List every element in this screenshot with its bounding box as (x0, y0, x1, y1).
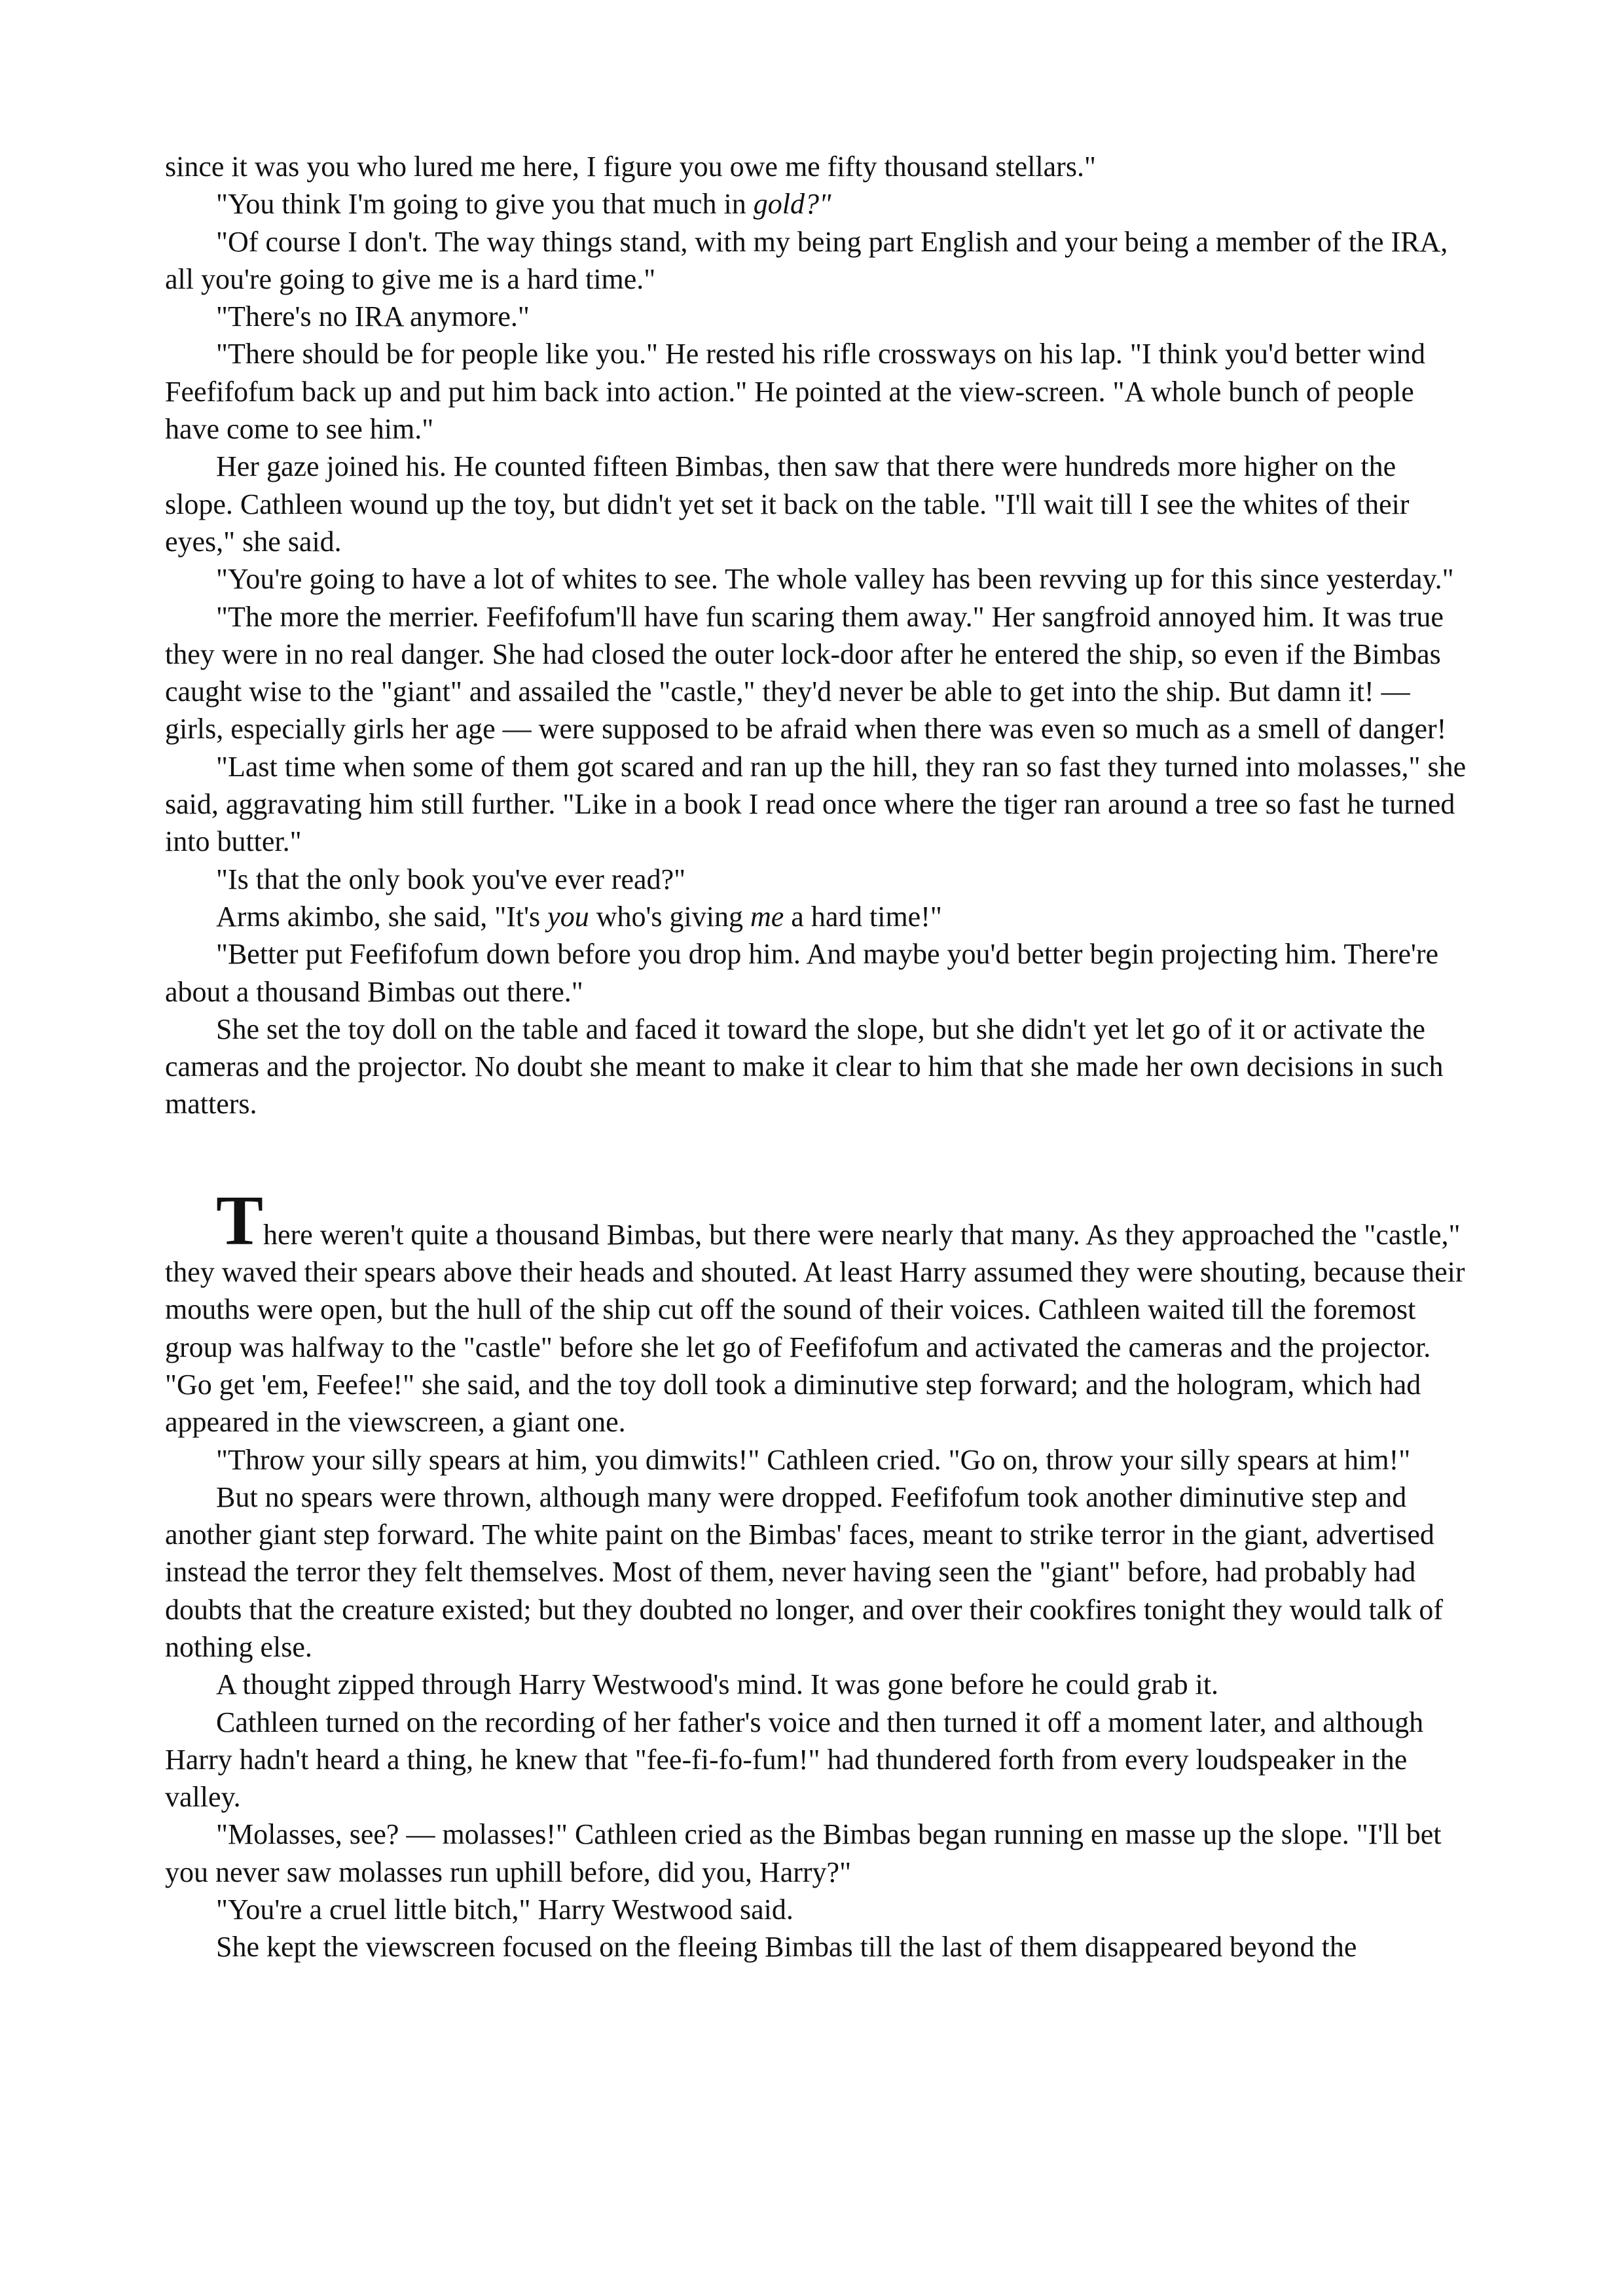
paragraph (165, 1479, 1468, 1666)
paragraph (165, 185, 1468, 223)
paragraph-text: She set the toy doll on the table and faced it toward the slope, but she didn't yet let go of it or activate the cameras and the projector. No doubt she meant to make it clear to him that she made her own decisions in such matters. (165, 1013, 1444, 1121)
paragraph-text: "Last time when some of them got scared and ran up the hill, they ran so fast they turned into molasses," she said, aggravating him still further. "Like in a book I read once where the tiger ran around a tree so fast he turned into butter." (165, 750, 1467, 858)
paragraph-text: Arms akimbo, she said, "It's (216, 900, 548, 933)
paragraph-text: "Is that the only book you've ever read?" (216, 863, 686, 895)
paragraph-text: But no spears were thrown, although many were dropped. Feefifofum took another diminutive step and another giant step forward. The white paint on the Bimbas' faces, meant to strike terror in the giant, advertised instead the terror they felt themselves. Most of them, never having seen the "giant" before, had probably had doubts that the creature existed; but they doubted no longer, and over their cookfires tonight they would talk of nothing else. (165, 1480, 1444, 1663)
paragraph-text: a hard time!" (784, 900, 942, 933)
paragraph (165, 1011, 1468, 1123)
italic-text: me (750, 900, 784, 933)
section-break (165, 1123, 1468, 1216)
paragraph (165, 335, 1468, 448)
paragraph (165, 748, 1468, 861)
paragraph (165, 1441, 1468, 1479)
paragraph-text: "You think I'm going to give you that much in (216, 188, 754, 221)
paragraph (165, 1704, 1468, 1816)
section-opening-paragraph (165, 1181, 1468, 1441)
paragraph-text: "Better put Feefifofum down before you drop him. And maybe you'd better begin projecting him. There're about a thousand Bimbas out there." (165, 938, 1439, 1008)
paragraph-text: who's giving (589, 900, 750, 933)
paragraph-text: Cathleen turned on the recording of her father's voice and then turned it off a moment later, and although Harry hadn't heard a thing, he knew that "fee-fi-fo-fum!" had thundered forth from every loudspeaker in the valley. (165, 1706, 1424, 1814)
paragraph-text: "You're going to have a lot of whites to see. The whole valley has been revving up for this since yesterday." (216, 563, 1454, 596)
paragraph (165, 861, 1468, 898)
paragraph (165, 1891, 1468, 1928)
paragraph-text: Her gaze joined his. He counted fifteen Bimbas, then saw that there were hundreds more higher on the slope. Cathleen wound up the toy, but didn't yet set it back on the table. "I'll wait till I see the whites of their eyes," she said. (165, 450, 1410, 558)
paragraph (165, 448, 1468, 560)
paragraph (165, 298, 1468, 335)
paragraph (165, 598, 1468, 748)
paragraph-text: "There should be for people like you." He rested his rifle crossways on his lap. "I think you'd better wind Feefifofum back up and put him back into action." He pointed at the view-screen. "A whole bunch of people have come to see him." (165, 338, 1426, 446)
paragraph-text: A thought zipped through Harry Westwood's mind. It was gone before he could grab it. (216, 1668, 1219, 1701)
paragraph-text: "You're a cruel little bitch," Harry Westwood said. (216, 1893, 793, 1926)
book-page (165, 148, 1468, 1966)
paragraph (165, 898, 1468, 935)
paragraph-text: She kept the viewscreen focused on the fleeing Bimbas till the last of them disappeared beyond the (216, 1931, 1357, 1964)
paragraph-text: "Molasses, see? — molasses!" Cathleen cried as the Bimbas began running en masse up the slope. "I'll bet you never saw molasses run uphill before, did you, Harry?" (165, 1818, 1442, 1888)
paragraph-text: "There's no IRA anymore." (216, 300, 530, 333)
paragraph (165, 223, 1468, 298)
italic-text: you (547, 900, 589, 933)
paragraph (165, 935, 1468, 1011)
paragraph-text: "Of course I don't. The way things stand, with my being part English and your being a member of the IRA, all you're going to give me is a hard time." (165, 225, 1448, 295)
section-one (165, 148, 1468, 1123)
drop-cap: T (216, 1181, 264, 1260)
italic-text: gold?" (753, 188, 831, 221)
paragraph-text: since it was you who lured me here, I figure you owe me fifty thousand stellars." (165, 151, 1096, 183)
paragraph-text: "Throw your silly spears at him, you dimwits!" Cathleen cried. "Go on, throw your silly spears at him!" (216, 1443, 1411, 1476)
section-two (165, 1181, 1468, 1966)
paragraph (165, 560, 1468, 598)
paragraph (165, 1666, 1468, 1703)
paragraph-text: "The more the merrier. Feefifofum'll have fun scaring them away." Her sangfroid annoyed him. It was true they were in no real danger. She had closed the outer lock-door after he entered the ship, so even if the Bimbas caught wise to the "giant" and assailed the "castle," they'd never be able to get into the ship. But damn it! — girls, especially girls her age — were supposed to be afraid when there was even so much as a smell of danger! (165, 600, 1447, 745)
paragraph (165, 1928, 1468, 1965)
paragraph (165, 148, 1468, 185)
section-two-paragraphs (165, 1441, 1468, 1966)
opening-paragraph-text: here weren't quite a thousand Bimbas, but there were nearly that many. As they approached the "castle," they waved their spears above their heads and shouted. At least Harry assumed they were shouting, because their mouths were open, but the hull of the ship cut off the sound of their voices. Cathleen waited till the foremost group was halfway to the "castle" before she let go of Feefifofum and activated the cameras and the projector. "Go get 'em, Feefee!" she said, and the toy doll took a diminutive step forward; and the hologram, which had appeared in the viewscreen, a giant one. (165, 1218, 1465, 1439)
paragraph (165, 1816, 1468, 1891)
